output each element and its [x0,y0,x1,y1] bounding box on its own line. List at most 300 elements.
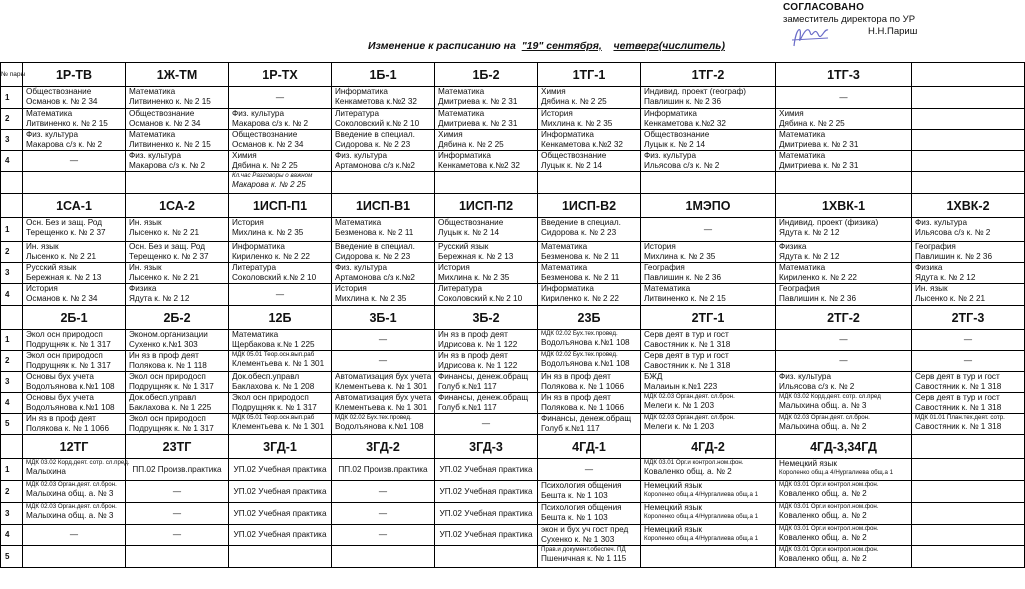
lesson-teacher-room: Артамонова с/з к.№2 [335,161,415,170]
lesson-cell [23,87,126,109]
lesson-subject: — [703,224,713,234]
lesson-teacher-room: Михлина к. № 2 35 [541,119,613,128]
group-name: 1ТГ-2 [641,63,776,87]
group-name: 1МЭПО [641,194,776,218]
lesson-teacher-room: Идрисова к. № 1 122 [438,340,518,349]
lesson-subject: Физ. культура [335,151,388,160]
lesson-cell [538,87,641,109]
lesson-teacher-room: Коваленко общ. а. № 2 [779,511,867,520]
lesson-subject: Обществознание [644,130,710,139]
lesson-cell [641,525,776,546]
lesson-teacher-room: Малыхина общ. а. № 3 [26,489,114,498]
pair-number: 2 [1,351,23,372]
lesson-cell [126,130,229,151]
lesson-teacher-room: Михлина к. № 2 35 [232,228,304,237]
lesson-subject: Автоматизация бух учета [335,393,432,402]
lesson-teacher-room: Подрущняк к. № 1 317 [232,403,317,412]
lesson-teacher-room: Ядута к. № 2 12 [129,294,190,303]
lesson-teacher-room: Павлишин к. № 2 36 [779,294,857,303]
lesson-subject: Экол осн природосп [232,393,309,402]
lesson-cell [126,109,229,130]
lesson-subject: Кл.час Разговоры о важном [232,172,313,179]
lesson-subject: МДК 02.03 Орган.деят. сл.брон. [644,414,735,421]
pair-number: 3 [1,263,23,284]
lesson-cell [641,393,776,414]
lesson-cell [126,393,229,414]
lesson-teacher-room: Дябина к. № 2 25 [779,119,845,128]
lesson-cell [435,263,538,284]
lesson-subject: Индивид. проект (физика) [779,218,879,227]
group-name: 1Р-ТВ [23,63,126,87]
lesson-teacher-room: Коваленко общ. а. № 2 [779,533,867,542]
lesson-teacher-room: Соколовский к.№ 2 10 [335,119,420,128]
pair-number: 2 [1,481,23,503]
lesson-cell [538,130,641,151]
lesson-cell [229,330,332,351]
lesson-subject: Финансы, денеж.обращ [438,372,529,381]
group-name: 2ТГ-3 [912,306,1025,330]
lesson-subject: — [481,419,491,428]
pair-number: 4 [1,393,23,414]
lesson-cell [332,87,435,109]
lesson-cell [538,172,641,194]
lesson-teacher-room: Малыхина общ. а. № 3 [779,401,867,410]
table-row [1,393,1025,414]
approval-name: Н.Н.Париш [868,26,918,37]
lesson-teacher-room: Ядута к. № 2 12 [779,252,840,261]
lesson-teacher-room: Голуб к.№1 117 [541,424,600,433]
lesson-cell [435,109,538,130]
lesson-subject: МДК 02.03 Орган.деят. сл.брон. [779,414,870,421]
lesson-cell [641,351,776,372]
lesson-cell [435,242,538,263]
lesson-subject: Физ. культура [779,372,832,381]
group-name: 1Б-2 [435,63,538,87]
lesson-teacher-room: Павлишин к. № 2 36 [915,252,993,261]
group-name: 1ИСП-П1 [229,194,332,218]
lesson-subject: — [172,486,182,496]
lesson-teacher-room: Савостяник к. № 1 318 [644,361,731,370]
lesson-cell [912,109,1025,130]
lesson-subject: — [378,335,388,344]
lesson-cell [332,263,435,284]
lesson-cell [776,414,912,435]
lesson-teacher-room: Макарова с/з к. № 2 [26,140,103,149]
lesson-cell [332,393,435,414]
lesson-teacher-room: Макарова с/з к. № 2 [232,119,309,128]
lesson-cell [776,546,912,568]
pair-number: 1 [1,459,23,481]
lesson-subject: МДК 03.02 Корд.деят. сотр. сл.пред. [26,459,130,466]
lesson-subject: Серв деят в тур и гост [915,372,1000,381]
lesson-cell [538,330,641,351]
lesson-cell [538,525,641,546]
group-name: 1ИСП-П2 [435,194,538,218]
pair-number: 1 [1,87,23,109]
table-row [1,172,1025,194]
lesson-subject: МДК 03.01 Орг.и контрол.ном.фон. [779,525,879,532]
lesson-teacher-room: Щербакова к.№ 1 225 [232,340,315,349]
group-name: 1Р-ТХ [229,63,332,87]
lesson-cell [229,87,332,109]
group-name: 2Б-1 [23,306,126,330]
lesson-cell [538,481,641,503]
lesson-subject: УП.02 Учебная практика [439,464,533,474]
lesson-teacher-room: Кириленко к. № 2 22 [779,273,857,282]
lesson-subject: — [378,356,388,365]
lesson-subject: Химия [438,130,463,139]
lesson-teacher-room: Бешта к. № 1 103 [541,491,608,500]
lesson-teacher-room: Водолъянова к.№1 108 [26,403,115,412]
table-row [1,130,1025,151]
lesson-teacher-room: Коваленко общ. а. № 2 [644,467,732,476]
lesson-cell [229,351,332,372]
lesson-teacher-room: Баклахова к. № 1 208 [232,382,315,391]
lesson-teacher-room: Савостяник к. № 1 318 [644,340,731,349]
lesson-cell [126,330,229,351]
lesson-teacher-room: Макарова к. № 2 25 [232,180,306,189]
lesson-cell [776,525,912,546]
lesson-cell [332,130,435,151]
lesson-subject: Ин яз в проф деят [438,330,508,339]
lesson-cell [776,330,912,351]
lesson-teacher-room: Бережная к. № 2 13 [26,273,102,282]
lesson-subject: Ин яз в проф деят [26,414,96,423]
lesson-teacher-room: Кенкаметова к.№2 32 [438,161,520,170]
lesson-subject: Математика [779,151,826,160]
lesson-teacher-room: Малаиын к.№1 223 [644,382,718,391]
lesson-cell [641,481,776,503]
group-name: 23ТГ [126,435,229,459]
empty-corner-cell [1,194,23,218]
lesson-subject: — [963,356,973,365]
lesson-cell [23,372,126,393]
lesson-subject: География [915,242,956,251]
lesson-subject: Осн. Без и защ. Род [26,218,103,227]
lesson-subject: Ин яз в проф деят [129,351,199,360]
lesson-cell [126,242,229,263]
lesson-cell [126,218,229,242]
lesson-teacher-room: Сидорова к. № 2 23 [335,252,411,261]
lesson-cell [538,242,641,263]
lesson-cell [23,351,126,372]
lesson-subject: Физика [779,242,807,251]
lesson-cell [229,109,332,130]
lesson-cell [435,87,538,109]
group-name: 1Ж-ТМ [126,63,229,87]
lesson-teacher-room: Лысенко к. № 2 21 [129,273,200,282]
lesson-cell [23,546,126,568]
lesson-teacher-room: Водолъянова к.№1 108 [541,338,630,347]
schedule-table [0,62,1025,568]
lesson-subject: Ин. язык [129,218,162,227]
lesson-cell [332,459,435,481]
lesson-teacher-room: Подрущняк к. № 1 317 [129,424,214,433]
lesson-subject: — [172,530,182,539]
lesson-teacher-room: Кириленко к. № 2 22 [541,294,619,303]
lesson-subject: Немецкий язык [644,481,702,490]
lesson-teacher-room: Водолъянова к.№1 108 [541,359,630,368]
lesson-cell [332,172,435,194]
lesson-cell [332,414,435,435]
lesson-subject: Осн. Без и защ. Род [129,242,206,251]
document-header [0,0,1024,62]
lesson-teacher-room: Сухенко к. № 1 303 [541,535,615,544]
lesson-subject: УП.02 Учебная практика [439,508,533,518]
lesson-cell [332,372,435,393]
lesson-subject: Русский язык [26,263,77,272]
lesson-subject: Обществознание [26,87,92,96]
lesson-subject: Экол осн природосп [129,414,206,423]
lesson-teacher-room: Полякова к. № 1 1066 [541,382,625,391]
lesson-subject: Физика [129,284,157,293]
lesson-subject: Математика [26,109,73,118]
lesson-teacher-room: Соколовский к.№ 2 10 [232,273,317,282]
lesson-teacher-room: Баклахова к. № 1 225 [129,403,212,412]
lesson-cell [332,284,435,306]
lesson-subject: Ин яз в проф деят [541,372,611,381]
lesson-cell [332,242,435,263]
lesson-subject: УП.02 Учебная практика [233,464,327,474]
lesson-subject: История [335,284,367,293]
lesson-teacher-room: Литвиненко к. № 2 15 [129,140,211,149]
lesson-cell [126,546,229,568]
group-name: 2Б-2 [126,306,229,330]
lesson-subject: Психология общения [541,481,622,490]
lesson-subject: Введение в специал. [541,218,621,227]
lesson-cell [912,87,1025,109]
lesson-teacher-room: Безменова к. № 2 11 [335,228,414,237]
lesson-cell [641,109,776,130]
pair-number: 1 [1,218,23,242]
lesson-cell [23,242,126,263]
table-row [1,330,1025,351]
lesson-cell [538,109,641,130]
lesson-cell [229,372,332,393]
lesson-subject: Немецкий язык [644,503,702,512]
group-name: 23Б [538,306,641,330]
lesson-subject: Математика [129,130,176,139]
lesson-cell [641,218,776,242]
lesson-cell [641,503,776,525]
lesson-subject: Информатика [335,87,388,96]
lesson-subject: Немецкий язык [779,459,837,468]
lesson-teacher-room: Малыхина общ. а. № 3 [26,511,114,520]
lesson-teacher-room: Подрущняк к. № 1 317 [26,340,111,349]
lesson-teacher-room: Короленко общ.а 4/Нургалиева общ.а 1 [644,491,759,498]
lesson-teacher-room: Голуб к.№1 117 [438,382,497,391]
lesson-cell [912,503,1025,525]
lesson-teacher-room: Литвиненко к. № 2 15 [644,294,726,303]
table-row [1,87,1025,109]
lesson-subject: Экол осн природосп [129,372,206,381]
lesson-cell [776,109,912,130]
lesson-subject: Ин. язык [915,284,948,293]
lesson-teacher-room: Голуб к.№1 117 [438,403,497,412]
lesson-cell [229,481,332,503]
lesson-cell [435,130,538,151]
lesson-cell [776,87,912,109]
lesson-subject: МДК 01.01 План.тех.деят. сотр. [915,414,1005,421]
lesson-cell [126,87,229,109]
pair-number: 2 [1,109,23,130]
lesson-cell [641,263,776,284]
lesson-cell [538,546,641,568]
empty-corner-cell [1,306,23,330]
lesson-subject: МДК 02.03 Орган.деят. сл.брон. [644,393,735,400]
handwritten-signature [788,18,832,52]
lesson-subject: ПП.02 Произв.практика [338,464,428,474]
lesson-teacher-room: Малыхина общ. а. № 2 [779,422,867,431]
lesson-subject: Автоматизация бух учета [335,372,432,381]
lesson-teacher-room: Короленко общ.а 4/Нургалиева общ.а 1 [779,469,894,476]
lesson-subject: — [275,289,285,299]
lesson-cell [912,414,1025,435]
lesson-teacher-room: Ядута к. № 2 12 [915,273,976,282]
lesson-cell [538,351,641,372]
lesson-subject: — [172,508,182,518]
lesson-subject: Психология общения [541,503,622,512]
lesson-cell [776,130,912,151]
lesson-subject: МДК 03.01 Орг.и контрол.ном.фон. [779,503,879,510]
lesson-cell [776,284,912,306]
group-name: 1ИСП-В1 [332,194,435,218]
group-header-row [1,435,1025,459]
lesson-cell [332,525,435,546]
group-name: 12ТГ [23,435,126,459]
lesson-cell [229,130,332,151]
lesson-cell [23,481,126,503]
lesson-cell [776,263,912,284]
lesson-cell [912,263,1025,284]
lesson-cell [23,151,126,172]
empty-corner-cell [1,435,23,459]
lesson-subject: ПП.02 Произв.практика [132,464,222,474]
lesson-subject: Математика [438,87,485,96]
lesson-cell [435,172,538,194]
lesson-subject: Серв деят в тур и гост [644,351,729,360]
group-name: 3ГД-1 [229,435,332,459]
lesson-subject: История [438,263,470,272]
lesson-cell [126,503,229,525]
group-name: 2ТГ-2 [776,306,912,330]
lesson-teacher-room: Кириленко к. № 2 22 [232,252,310,261]
lesson-subject: Док.обесп.управл [129,393,197,402]
table-row [1,151,1025,172]
lesson-subject: Физ. культура [129,151,182,160]
table-row [1,263,1025,284]
group-name: 1ХВК-1 [776,194,912,218]
lesson-cell [435,525,538,546]
lesson-teacher-room: Павлишин к. № 2 36 [644,97,722,106]
lesson-teacher-room: Подрущняк к. № 1 317 [26,361,111,370]
lesson-cell [912,525,1025,546]
lesson-cell [538,263,641,284]
pair-number: 4 [1,284,23,306]
lesson-subject: Математика [438,109,485,118]
lesson-subject: Физ. культура [26,130,79,139]
table-row [1,481,1025,503]
lesson-teacher-room: Михлина к. № 2 35 [438,273,510,282]
lesson-teacher-room: Османов к. № 2 34 [232,140,304,149]
lesson-subject: Литература [232,263,277,272]
lesson-subject: Док.обесп.управл [232,372,300,381]
table-row [1,503,1025,525]
lesson-cell [912,372,1025,393]
lesson-subject: — [839,92,848,102]
lesson-teacher-room: Терещенко к. № 2 37 [129,252,209,261]
lesson-subject: География [779,284,820,293]
lesson-cell [538,503,641,525]
table-row [1,218,1025,242]
lesson-cell [229,218,332,242]
approval-title: СОГЛАСОВАНО [783,2,865,13]
lesson-teacher-room: Савостяник к. № 1 318 [915,403,1002,412]
lesson-cell [229,393,332,414]
table-row [1,525,1025,546]
lesson-teacher-room: Михлина к. № 2 35 [644,252,716,261]
lesson-teacher-room: Клементьева к. № 1 301 [335,403,428,412]
lesson-teacher-room: Коваленко общ. а. № 2 [779,554,867,563]
lesson-subject: Математика [779,130,826,139]
lesson-cell [23,284,126,306]
lesson-teacher-room: Луцык к. № 2 14 [644,140,706,149]
pair-number: 3 [1,372,23,393]
lesson-subject: Информатика [232,242,285,251]
lesson-subject: Индивид. проект (географ) [644,87,746,96]
lesson-subject: УП.02 Учебная практика [233,486,327,496]
lesson-teacher-room: Мелеги к. № 1 203 [644,401,715,410]
group-name: 1ИСП-В2 [538,194,641,218]
lesson-subject: Экол осн природосп [26,330,103,339]
lesson-cell [912,546,1025,568]
lesson-subject: Экол осн природосп [26,351,103,360]
lesson-cell [332,330,435,351]
lesson-cell [641,546,776,568]
lesson-teacher-room: Дмитриева к. № 2 31 [779,161,859,170]
lesson-subject: МДК 05.01 Теор.осн.вып.раб [232,414,315,421]
lesson-teacher-room: Луцык к. № 2 14 [541,161,603,170]
pair-number: 3 [1,503,23,525]
lesson-subject: УП.02 Учебная практика [439,530,533,539]
pair-number-header: № пары [1,63,23,87]
lesson-cell [332,503,435,525]
lesson-cell [23,503,126,525]
lesson-subject: Информатика [541,130,594,139]
lesson-subject: Химия [779,109,804,118]
lesson-cell [641,151,776,172]
lesson-teacher-room: Дмитриева к. № 2 31 [779,140,859,149]
group-name: 1СА-2 [126,194,229,218]
lesson-cell [23,525,126,546]
lesson-cell [126,372,229,393]
group-name: 1ТГ-3 [776,63,912,87]
lesson-subject: Физ. культура [915,218,968,227]
lesson-cell [641,284,776,306]
lesson-cell [229,546,332,568]
lesson-cell [912,393,1025,414]
lesson-cell [435,481,538,503]
lesson-subject: Ин. язык [129,263,162,272]
lesson-teacher-room: Ильясова с/з к. № 2 [644,161,720,170]
lesson-teacher-room: Ильясова с/з к. № 2 [915,228,991,237]
pair-number: 5 [1,546,23,568]
lesson-subject: Информатика [438,151,491,160]
lesson-cell [126,459,229,481]
group-name: 4ГД-2 [641,435,776,459]
lesson-cell [912,172,1025,194]
lesson-subject: Основы бух учета [26,372,94,381]
